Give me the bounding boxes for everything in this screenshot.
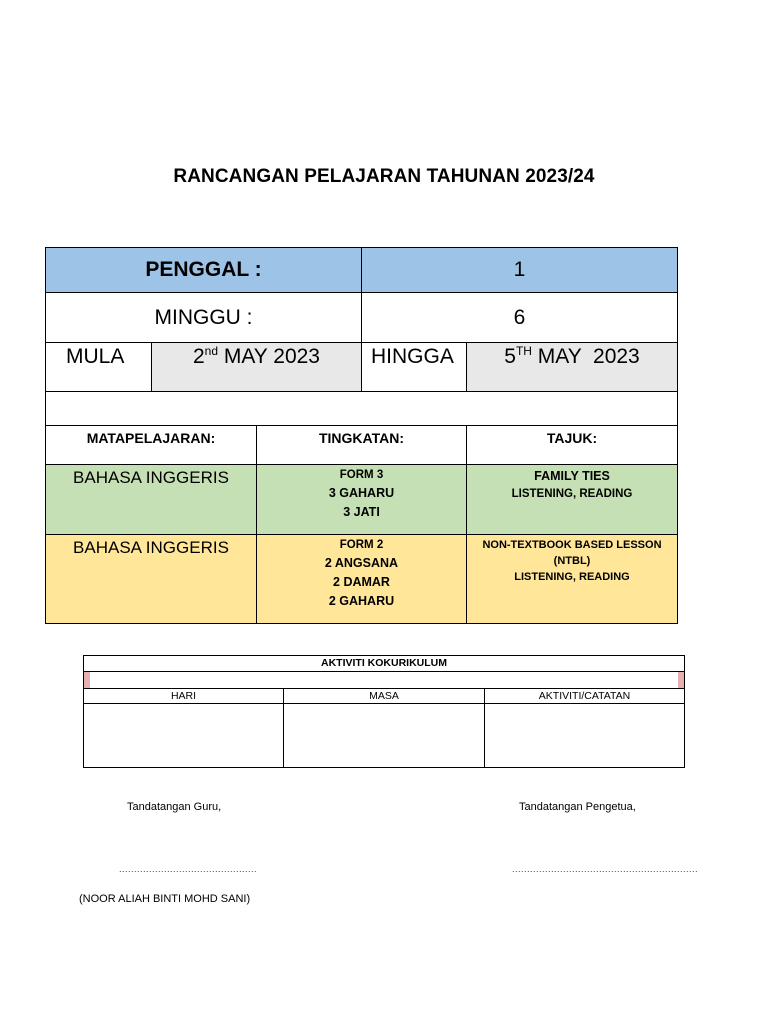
row2-topic: [466, 534, 678, 624]
row1-topic-title: FAMILY TIES: [534, 469, 610, 483]
row1-class-2: 3 JATI: [343, 505, 380, 519]
cocurricular-title: AKTIVITI KOKURIKULUM: [83, 655, 685, 672]
mula-day: 2: [192, 345, 205, 368]
col-header-topic: TAJUK:: [466, 425, 678, 465]
minggu-label: MINGGU :: [45, 292, 362, 343]
document-title: RANCANGAN PELAJARAN TAHUNAN 2023/24: [173, 166, 595, 187]
masa-cell: [283, 703, 485, 768]
col-masa: MASA: [283, 688, 485, 704]
principal-signature-label: Tandatangan Pengetua,: [519, 801, 636, 813]
lesson-plan-table: [45, 247, 678, 624]
mula-month-year: MAY 2023: [218, 345, 320, 368]
mula-date: [151, 342, 362, 392]
hingga-date: [466, 342, 678, 392]
hingga-month-year: MAY 2023: [531, 345, 640, 368]
spacer-row: [45, 391, 678, 426]
mula-label: MULA: [45, 342, 152, 392]
penggal-label: PENGGAL :: [45, 247, 362, 293]
row1-subject: BAHASA INGGERIS: [45, 464, 257, 535]
row2-form-header: FORM 2: [339, 539, 384, 551]
penggal-value: 1: [361, 247, 678, 293]
row2-topic-abbrev: (NTBL): [553, 555, 591, 567]
row2-class-3: 2 GAHARU: [328, 594, 395, 608]
aktiviti-cell: [484, 703, 685, 768]
row2-topic-title: NON-TEXTBOOK BASED LESSON: [482, 539, 662, 551]
minggu-value: 6: [361, 292, 678, 343]
cocurricular-blank-row: [83, 671, 685, 689]
row2-subject: BAHASA INGGERIS: [45, 534, 257, 624]
col-header-form: TINGKATAN:: [256, 425, 467, 465]
row1-topic: [466, 464, 678, 535]
hingga-label: HINGGA: [361, 342, 467, 392]
col-header-subject: MATAPELAJARAN:: [45, 425, 257, 465]
principal-signature-line: ..............................................................: [512, 864, 699, 874]
row2-class-1: 2 ANGSANA: [324, 556, 399, 570]
row2-class-2: 2 DAMAR: [333, 575, 390, 589]
teacher-signature-label: Tandatangan Guru,: [127, 801, 222, 813]
hingga-suffix: TH: [515, 344, 532, 358]
row1-form-header: FORM 3: [339, 469, 384, 481]
mula-suffix: nd: [204, 344, 219, 358]
col-aktiviti: AKTIVITI/CATATAN: [484, 688, 685, 704]
teacher-signature-line: ..............................................: [119, 864, 258, 874]
col-hari: HARI: [83, 688, 284, 704]
row1-topic-skills: LISTENING, READING: [511, 488, 633, 500]
row1-class-1: 3 GAHARU: [328, 486, 395, 500]
row2-topic-skills: LISTENING, READING: [514, 571, 630, 583]
row1-form: [256, 464, 467, 535]
hari-cell: [83, 703, 284, 768]
teacher-name: (NOOR ALIAH BINTI MOHD SANI): [79, 893, 251, 905]
row-marker-right: [678, 672, 684, 688]
row-marker-left: [84, 672, 90, 688]
hingga-day: 5: [504, 345, 516, 368]
cocurricular-table: [83, 655, 685, 768]
row2-form: [256, 534, 467, 624]
